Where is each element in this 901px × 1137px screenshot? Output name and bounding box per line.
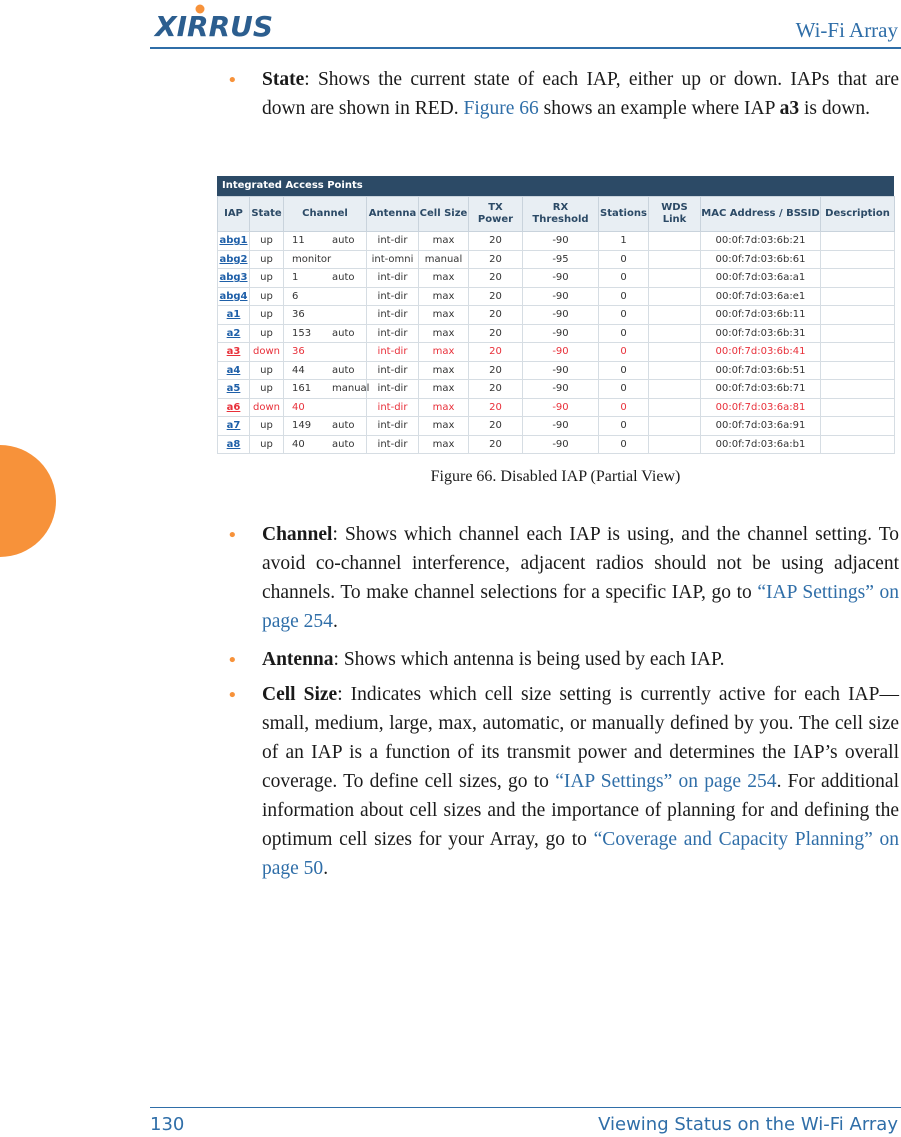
channel-value: 40	[292, 401, 305, 413]
antenna-cell: int-dir	[367, 361, 419, 380]
rx-threshold-cell: -90	[523, 232, 599, 251]
rx-threshold-cell: -90	[523, 361, 599, 380]
table-body	[218, 232, 895, 454]
cell-size-cell: max	[419, 343, 469, 362]
cell-size-cell: max	[419, 435, 469, 454]
cell-size-cell: max	[419, 232, 469, 251]
cell-size-cell: max	[419, 269, 469, 288]
channel-value: 40	[292, 438, 305, 450]
page-number: 130	[150, 1114, 185, 1135]
mac-address-cell: 00:0f:7d:03:6a:a1	[701, 269, 821, 288]
mac-address-cell: 00:0f:7d:03:6b:31	[701, 324, 821, 343]
channel-cell	[284, 306, 367, 325]
mac-address-cell: 00:0f:7d:03:6b:61	[701, 250, 821, 269]
description-cell	[821, 324, 895, 343]
column-header: MAC Address / BSSID	[701, 197, 821, 232]
channel-cell	[284, 269, 367, 288]
iap-link[interactable]: abg3	[218, 269, 250, 288]
state-cell: up	[250, 250, 284, 269]
table-row	[218, 380, 895, 399]
channel-value: monitor	[292, 253, 332, 265]
figure-title: Integrated Access Points	[217, 176, 894, 196]
mac-address-cell: 00:0f:7d:03:6a:e1	[701, 287, 821, 306]
antenna-cell: int-dir	[367, 398, 419, 417]
cell-size-cell: max	[419, 398, 469, 417]
table-row	[218, 343, 895, 362]
description-cell	[821, 398, 895, 417]
antenna-cell: int-dir	[367, 417, 419, 436]
footer-section-title: Viewing Status on the Wi-Fi Array	[598, 1114, 898, 1135]
wds-link-cell	[649, 324, 701, 343]
rx-threshold-cell: -90	[523, 398, 599, 417]
mac-address-cell: 00:0f:7d:03:6a:b1	[701, 435, 821, 454]
channel-cell	[284, 417, 367, 436]
stations-cell: 0	[599, 287, 649, 306]
description-cell	[821, 417, 895, 436]
rx-threshold-cell: -95	[523, 250, 599, 269]
table-row	[218, 250, 895, 269]
channel-value: 36	[292, 346, 305, 358]
cell-size-cell: max	[419, 287, 469, 306]
antenna-cell: int-dir	[367, 435, 419, 454]
rx-threshold-cell: -90	[523, 343, 599, 362]
wds-link-cell	[649, 343, 701, 362]
antenna-cell: int-omni	[367, 250, 419, 269]
description-cell	[821, 287, 895, 306]
mac-address-cell: 00:0f:7d:03:6b:71	[701, 380, 821, 399]
description-cell	[821, 232, 895, 251]
iap-link[interactable]: a3	[218, 343, 250, 362]
wds-link-cell	[649, 435, 701, 454]
mac-address-cell: 00:0f:7d:03:6b:21	[701, 232, 821, 251]
channel-value: 11	[292, 235, 305, 247]
header-title: Wi-Fi Array	[795, 18, 898, 42]
mac-address-cell: 00:0f:7d:03:6a:91	[701, 417, 821, 436]
iap-link[interactable]: a1	[218, 306, 250, 325]
iap-link[interactable]: abg1	[218, 232, 250, 251]
table-row	[218, 287, 895, 306]
bullet: •	[227, 650, 238, 671]
description-cell	[821, 269, 895, 288]
mac-address-cell: 00:0f:7d:03:6a:81	[701, 398, 821, 417]
wds-link-cell	[649, 287, 701, 306]
state-cell: up	[250, 324, 284, 343]
channel-paragraph: Channel: Shows which channel each IAP is using, and the channel setting. To avoid co-channel interference, adjacent radios should not be using adjacent channels. To make channel selections for a specific IAP, go to “IAP Settings” on page 254.	[262, 524, 899, 632]
description-cell	[821, 250, 895, 269]
cell-size-cell: max	[419, 417, 469, 436]
column-header: Channel	[284, 197, 367, 232]
channel-mode: auto	[332, 272, 355, 284]
channel-cell	[284, 398, 367, 417]
channel-cell	[284, 435, 367, 454]
xirrus-logo	[153, 3, 305, 39]
state-cell: up	[250, 232, 284, 251]
antenna-cell: int-dir	[367, 380, 419, 399]
state-cell: down	[250, 343, 284, 362]
stations-cell: 0	[599, 324, 649, 343]
state-cell: up	[250, 306, 284, 325]
column-header: Stations	[599, 197, 649, 232]
cell-size-cell: max	[419, 380, 469, 399]
table-row	[218, 232, 895, 251]
channel-value: 36	[292, 309, 305, 321]
tx-power-cell: 20	[469, 324, 523, 343]
logo-text: XIRRUS	[155, 10, 274, 39]
channel-cell	[284, 380, 370, 399]
table-row	[218, 361, 895, 380]
stations-cell: 1	[599, 232, 649, 251]
term: Channel	[262, 524, 333, 545]
column-header: IAP	[218, 197, 250, 232]
table-row	[218, 306, 895, 325]
stations-cell: 0	[599, 250, 649, 269]
channel-cell	[284, 343, 367, 362]
wds-link-cell	[649, 380, 701, 399]
coverage-planning-link[interactable]: “Coverage and Capacity Planning” on page 50	[262, 829, 899, 879]
description-cell	[821, 435, 895, 454]
channel-cell	[284, 361, 367, 380]
state-cell: down	[250, 398, 284, 417]
state-cell: up	[250, 380, 284, 399]
tx-power-cell: 20	[469, 361, 523, 380]
channel-mode: auto	[332, 327, 355, 339]
header-rule	[150, 47, 901, 49]
channel-mode: auto	[332, 438, 355, 450]
stations-cell: 0	[599, 306, 649, 325]
state-cell: up	[250, 417, 284, 436]
description-cell	[821, 306, 895, 325]
wds-link-cell	[649, 306, 701, 325]
channel-value: 161	[292, 383, 312, 395]
description-cell	[821, 361, 895, 380]
rx-threshold-cell: -90	[523, 269, 599, 288]
iap-link[interactable]: a2	[218, 324, 250, 343]
tx-power-cell: 20	[469, 417, 523, 436]
column-header: RX Threshold	[523, 197, 599, 232]
channel-mode: auto	[332, 364, 355, 376]
term: Cell Size	[262, 684, 338, 705]
bullet: •	[227, 525, 238, 546]
tx-power-cell: 20	[469, 306, 523, 325]
table-row	[218, 269, 895, 288]
iap-settings-link[interactable]: “IAP Settings” on page 254	[555, 771, 777, 792]
stations-cell: 0	[599, 361, 649, 380]
rx-threshold-cell: -90	[523, 287, 599, 306]
channel-cell	[284, 287, 367, 306]
cell-size-paragraph: Cell Size: Indicates which cell size setting is currently active for each IAP—small, medium, large, max, automatic, or manually defined by you. The cell size of an IAP is a function of its transmit power and determines the IAP’s overall coverage. To define cell sizes, go to “IAP Settings” on page 254. For additional information about cell sizes and the importance of planning for and defining the optimum cell sizes for your Array, go to “Coverage and Capacity Planning” on page 50.	[262, 684, 899, 879]
iap-table-figure	[217, 176, 894, 454]
column-header: Cell Size	[419, 197, 469, 232]
bullet: •	[227, 70, 238, 91]
iap-link[interactable]: abg4	[218, 287, 250, 306]
mac-address-cell: 00:0f:7d:03:6b:11	[701, 306, 821, 325]
iap-link[interactable]: a8	[218, 435, 250, 454]
iap-table	[217, 196, 895, 454]
cell-size-cell: max	[419, 306, 469, 325]
state-cell: up	[250, 435, 284, 454]
stations-cell: 0	[599, 380, 649, 399]
stations-cell: 0	[599, 435, 649, 454]
tx-power-cell: 20	[469, 435, 523, 454]
state-paragraph: State: Shows the current state of each IAP, either up or down. IAPs that are down are shown in RED. Figure 66 shows an example where IAP a3 is down.	[262, 69, 899, 119]
mac-address-cell: 00:0f:7d:03:6b:51	[701, 361, 821, 380]
antenna-paragraph: Antenna: Shows which antenna is being used by each IAP.	[262, 649, 725, 670]
iap-link[interactable]: a4	[218, 361, 250, 380]
rx-threshold-cell: -90	[523, 380, 599, 399]
antenna-cell: int-dir	[367, 287, 419, 306]
channel-value: 44	[292, 364, 305, 376]
iap-settings-link[interactable]: “IAP Settings” on page 254	[262, 582, 899, 632]
antenna-cell: int-dir	[367, 269, 419, 288]
tx-power-cell: 20	[469, 398, 523, 417]
table-row	[218, 398, 895, 417]
channel-value: 153	[292, 327, 312, 339]
table-row	[218, 417, 895, 436]
column-header: State	[250, 197, 284, 232]
cell-size-cell: manual	[419, 250, 469, 269]
wds-link-cell	[649, 361, 701, 380]
channel-value: 149	[292, 420, 312, 432]
iap-link[interactable]: a6	[218, 398, 250, 417]
stations-cell: 0	[599, 343, 649, 362]
tx-power-cell: 20	[469, 287, 523, 306]
tx-power-cell: 20	[469, 269, 523, 288]
channel-cell	[284, 324, 367, 343]
column-header: Description	[821, 197, 895, 232]
stations-cell: 0	[599, 417, 649, 436]
rx-threshold-cell: -90	[523, 324, 599, 343]
rx-threshold-cell: -90	[523, 435, 599, 454]
state-cell: up	[250, 287, 284, 306]
stations-cell: 0	[599, 269, 649, 288]
tx-power-cell: 20	[469, 343, 523, 362]
wds-link-cell	[649, 417, 701, 436]
description-cell	[821, 343, 895, 362]
cell-size-cell: max	[419, 361, 469, 380]
channel-value: 1	[292, 272, 299, 284]
wds-link-cell	[649, 269, 701, 288]
iap-link[interactable]: a7	[218, 417, 250, 436]
antenna-cell: int-dir	[367, 324, 419, 343]
rx-threshold-cell: -90	[523, 417, 599, 436]
wds-link-cell	[649, 398, 701, 417]
column-header: WDS Link	[649, 197, 701, 232]
term: Antenna	[262, 649, 334, 670]
antenna-cell: int-dir	[367, 306, 419, 325]
channel-cell	[284, 232, 367, 251]
iap-link[interactable]: abg2	[218, 250, 250, 269]
figure-link[interactable]: Figure 66	[463, 98, 539, 119]
channel-mode: manual	[332, 383, 370, 395]
iap-link[interactable]: a5	[218, 380, 250, 399]
state-cell: up	[250, 361, 284, 380]
cell-size-cell: max	[419, 324, 469, 343]
mac-address-cell: 00:0f:7d:03:6b:41	[701, 343, 821, 362]
antenna-cell: int-dir	[367, 232, 419, 251]
description-cell	[821, 380, 895, 399]
channel-value: 6	[292, 290, 299, 302]
column-header: TX Power	[469, 197, 523, 232]
table-row	[218, 435, 895, 454]
tx-power-cell: 20	[469, 250, 523, 269]
side-tab-marker	[0, 445, 56, 557]
term: State	[262, 69, 305, 90]
state-cell: up	[250, 269, 284, 288]
bullet: •	[227, 685, 238, 706]
wds-link-cell	[649, 232, 701, 251]
table-header-row	[218, 197, 895, 232]
table-row	[218, 324, 895, 343]
stations-cell: 0	[599, 398, 649, 417]
channel-mode: auto	[332, 235, 355, 247]
channel-cell	[284, 250, 367, 269]
channel-mode: auto	[332, 420, 355, 432]
rx-threshold-cell: -90	[523, 306, 599, 325]
tx-power-cell: 20	[469, 232, 523, 251]
figure-caption: Figure 66. Disabled IAP (Partial View)	[430, 468, 681, 485]
column-header: Antenna	[367, 197, 419, 232]
wds-link-cell	[649, 250, 701, 269]
antenna-cell: int-dir	[367, 343, 419, 362]
tx-power-cell: 20	[469, 380, 523, 399]
footer-rule	[150, 1107, 901, 1108]
